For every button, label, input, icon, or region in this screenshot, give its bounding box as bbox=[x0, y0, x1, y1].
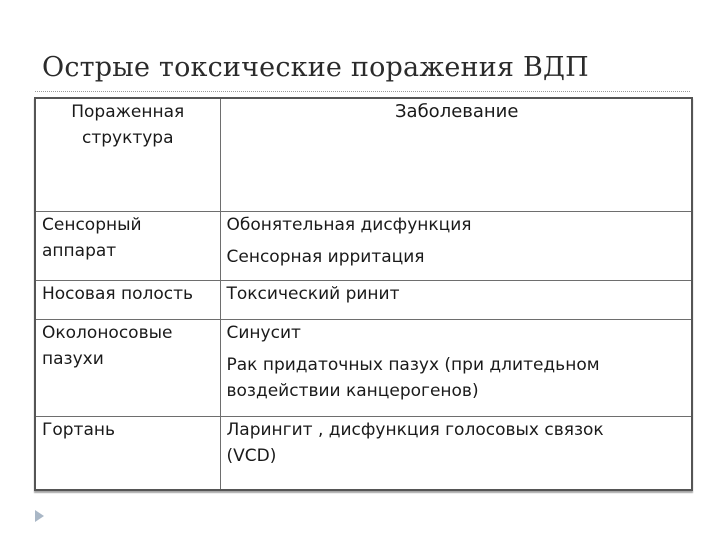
header-structure-line: Пораженная bbox=[71, 102, 185, 122]
structure-text: Носовая полость bbox=[42, 284, 194, 304]
structure-cell bbox=[35, 417, 220, 491]
table-row bbox=[35, 281, 692, 320]
disease-text: Синусит bbox=[226, 323, 301, 343]
structure-cell bbox=[35, 320, 220, 417]
disease-text: воздействии канцерогенов) bbox=[226, 381, 479, 401]
disease-cell bbox=[220, 417, 692, 491]
lesions-table bbox=[34, 97, 693, 491]
table-header-row bbox=[35, 98, 692, 212]
disease-text: Сенсорная ирритация bbox=[226, 247, 425, 267]
header-disease-label: Заболевание bbox=[395, 101, 519, 122]
structure-text: Гортань bbox=[42, 420, 116, 440]
structure-cell bbox=[35, 212, 220, 281]
disease-text: (VCD) bbox=[226, 446, 277, 466]
structure-cell bbox=[35, 281, 220, 320]
structure-text: аппарат bbox=[42, 241, 117, 261]
slide-title: Острые токсические поражения ВДП bbox=[42, 52, 589, 83]
header-disease-cell bbox=[220, 98, 692, 212]
structure-text: Сенсорный bbox=[42, 215, 142, 235]
table-row bbox=[35, 417, 692, 491]
structure-text: Околоносовые bbox=[42, 323, 173, 343]
disease-text: Токсический ринит bbox=[226, 284, 400, 304]
disease-cell bbox=[220, 212, 692, 281]
header-structure-cell bbox=[35, 98, 220, 212]
structure-text: пазухи bbox=[42, 349, 104, 369]
table-row bbox=[35, 212, 692, 281]
disease-text: Обонятельная дисфункция bbox=[226, 215, 472, 235]
table-row bbox=[35, 320, 692, 417]
triangle-bullet-icon bbox=[35, 510, 44, 522]
header-structure-line: структура bbox=[81, 128, 174, 148]
disease-text: Ларингит , дисфункция голосовых связок bbox=[226, 420, 604, 440]
disease-cell bbox=[220, 320, 692, 417]
title-divider bbox=[35, 91, 690, 92]
disease-text: Рак придаточных пазух (при длитедьном bbox=[226, 355, 600, 375]
disease-cell bbox=[220, 281, 692, 320]
